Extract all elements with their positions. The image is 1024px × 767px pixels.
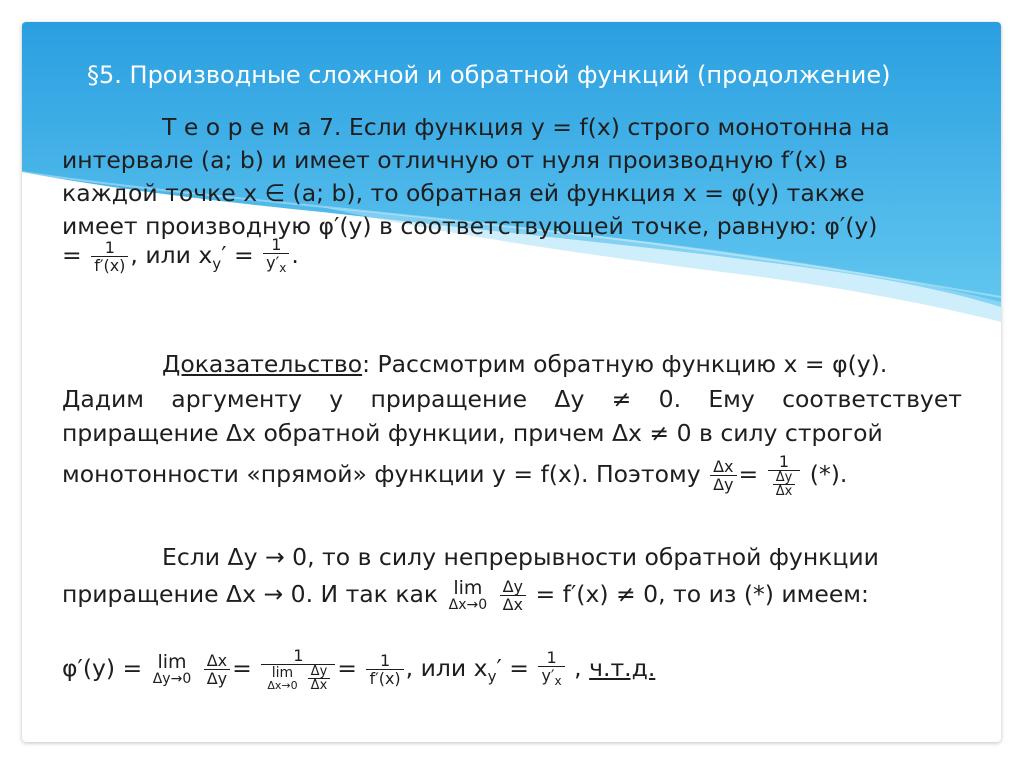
proof-line-4-text: монотонности «прямой» функции y = f(x). Поэтому: [62, 460, 701, 488]
inner-limit: [267, 666, 297, 691]
fraction-1-over-fprime: [366, 652, 403, 687]
subscript-x: x: [554, 674, 562, 689]
subscript-y: y: [212, 254, 222, 273]
fraction-numerator: 1: [768, 453, 801, 471]
subscript-x: x: [279, 261, 287, 276]
fraction-denominator: Δx: [502, 595, 524, 614]
theorem-line-1: Т е о р е м а 7. Если функция y = f(x) строго монотонна на: [162, 113, 890, 141]
proof-line-6: [62, 577, 869, 613]
slide-title: §5. Производные сложной и обратной функций (продолжение): [87, 61, 891, 89]
fraction-denominator: Δy: [713, 475, 734, 494]
fraction-denominator: Δy: [206, 669, 228, 688]
fraction-1-over-fprime: [91, 239, 128, 274]
fraction-1-over-dydx: [768, 453, 801, 498]
fraction-denominator: f′(x): [369, 669, 401, 688]
prime-equals: ′ =: [496, 654, 529, 682]
inner-denominator: Δx: [310, 678, 328, 693]
slide: [22, 22, 1001, 742]
theorem-line-2: интервале (a; b) и имеет отличную от нуля производную f′(x) в: [62, 146, 849, 174]
proof-label: Доказательство: [162, 350, 363, 378]
phi-prime-equals: φ′(y) =: [62, 654, 143, 682]
proof-line-6-text: приращение Δx → 0. И так как: [62, 580, 439, 608]
limit-dx-to-0: [449, 579, 488, 612]
fraction-numerator: 1: [366, 652, 403, 670]
qed-text: ч.т.д.: [589, 654, 656, 682]
lim-word: lim: [271, 665, 294, 681]
equals-sign: =: [62, 241, 82, 270]
yprime-text: y′: [266, 253, 280, 272]
inner-numerator: Δy: [773, 471, 796, 485]
fraction-1-over-limit: [261, 647, 335, 692]
fraction-numerator: Δx: [204, 652, 230, 670]
proof-line-2: Дадим аргументу y приращение Δy ≠ 0. Ему соответствует: [62, 385, 962, 413]
fraction-numerator: Δy: [500, 578, 526, 596]
inner-denominator: Δx: [775, 484, 793, 499]
fraction-denominator: [538, 667, 564, 690]
proof-line-5: Если Δy → 0, то в силу непрерывности обратной функции: [162, 543, 879, 571]
proof-line-6-end: = f′(x) ≠ 0, то из (*) имеем:: [535, 580, 869, 608]
lim-word: lim: [157, 651, 187, 673]
proof-line-1: [162, 347, 887, 381]
fraction-numerator: 1: [261, 647, 335, 665]
fraction-denominator: [261, 665, 335, 692]
comma: ,: [574, 654, 582, 682]
inner-fraction-dy-dx: [308, 665, 331, 692]
inner-fraction-dy-dx: [773, 471, 796, 498]
fraction-dx-over-dy: [204, 652, 230, 687]
lim-subscript: Δy→0: [152, 671, 192, 687]
fraction-dy-over-dx: [500, 578, 526, 613]
lim-subscript: Δx→0: [448, 597, 488, 613]
theorem-line-3: каждой точке x ∈ (a; b), то обратная ей функция x = φ(y) также: [62, 179, 865, 207]
fraction-dx-over-dy: [710, 458, 736, 493]
yprime-text: y′: [541, 665, 555, 685]
proof-line-3: приращение Δx обратной функции, причем Δx ≠ 0 в силу строгой: [62, 419, 883, 447]
or-text: , или x: [405, 654, 488, 682]
theorem-line-4: имеет производную φ′(y) в соответствующей точке, равную: φ′(y): [62, 212, 878, 240]
subscript-y: y: [487, 667, 497, 686]
limit-dy-to-0: [153, 653, 192, 686]
equals-sign: =: [232, 654, 252, 682]
star-ref: (*).: [809, 460, 848, 488]
fraction-numerator: Δx: [710, 458, 736, 476]
lim-word: lim: [453, 577, 483, 599]
fraction-denominator: f′(x): [94, 256, 126, 276]
fraction-denominator: [768, 471, 801, 498]
fraction-1-over-yprime: [538, 649, 564, 690]
equals-sign: =: [738, 460, 759, 488]
or-text: , или x: [130, 241, 213, 270]
proof-line-1-text: : Рассмотрим обратную функцию x = φ(y).: [362, 350, 888, 378]
period: .: [291, 241, 299, 270]
equals-sign: =: [337, 654, 357, 682]
theorem-formula-line: [62, 236, 299, 281]
lim-subscript: Δx→0: [267, 679, 298, 692]
fraction-numerator: 1: [263, 236, 289, 254]
fraction-1-over-yprime: [263, 236, 289, 277]
prime-equals: ′ =: [221, 241, 254, 270]
fraction-numerator: 1: [538, 649, 564, 667]
proof-line-4: [62, 453, 847, 498]
fraction-numerator: 1: [91, 239, 128, 257]
fraction-denominator: [263, 254, 289, 277]
inner-numerator: Δy: [308, 665, 331, 679]
final-formula-line: [62, 647, 655, 694]
